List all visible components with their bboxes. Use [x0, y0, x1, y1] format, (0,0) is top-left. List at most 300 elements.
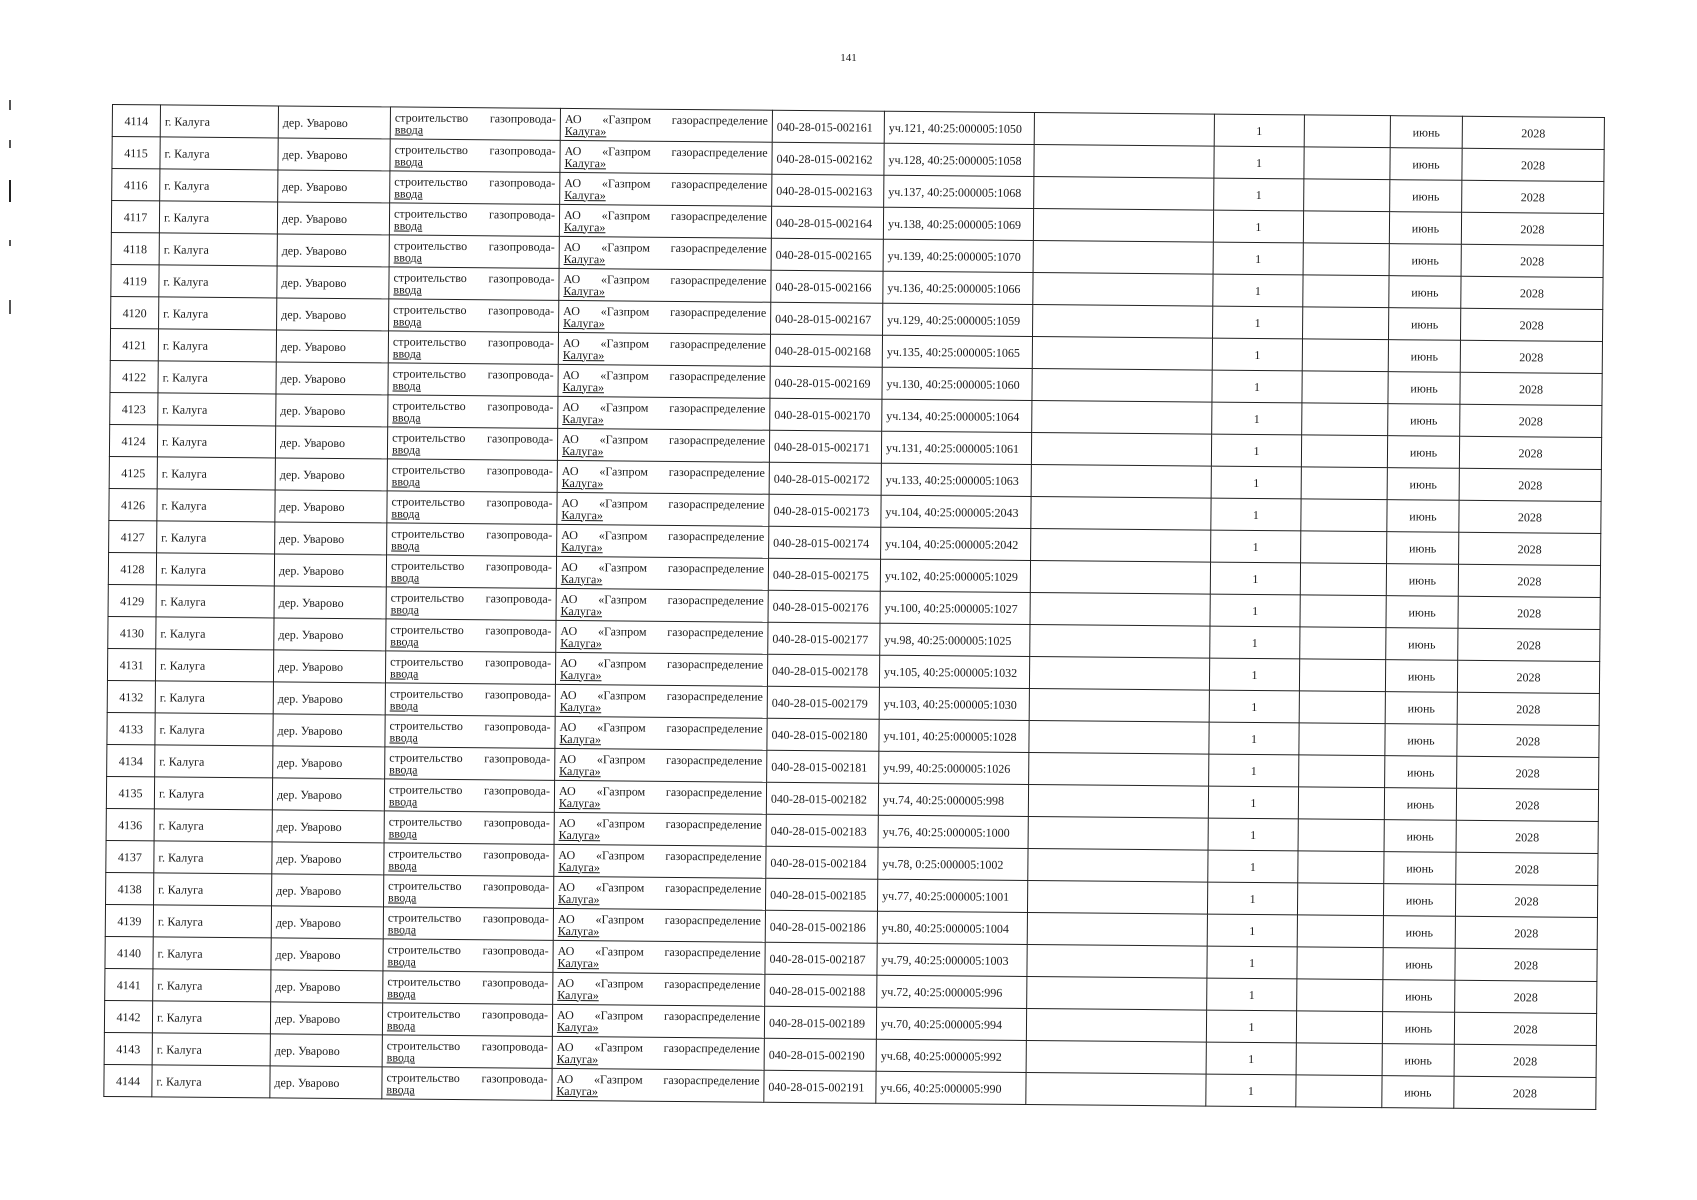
organization-word-3: газораспределение — [666, 720, 763, 736]
work-type-cell — [388, 331, 558, 364]
row-number: 4118 — [111, 232, 159, 264]
work-type-line-2: ввода — [389, 729, 418, 745]
empty-cell — [1027, 881, 1207, 915]
empty-cell — [1302, 339, 1388, 372]
organization-cell — [556, 556, 768, 590]
organization-cell — [557, 492, 769, 526]
work-type-cell — [382, 1003, 552, 1036]
month-cell: июнь — [1386, 596, 1458, 629]
work-type-word-1: строительство — [388, 877, 462, 893]
organization-word-3: газораспределение — [665, 848, 762, 864]
month-cell: июнь — [1389, 276, 1461, 309]
year-cell: 2028 — [1456, 788, 1598, 821]
work-type-word-2: газопровода- — [488, 302, 555, 318]
organization-word-3: газораспределение — [670, 304, 767, 320]
year-cell: 2028 — [1461, 244, 1603, 277]
work-type-word-2: газопровода- — [486, 494, 553, 510]
organization-word-2: «Газпром — [594, 975, 644, 991]
work-type-word-1: строительство — [393, 205, 468, 221]
organization-word-1: АО — [561, 463, 579, 478]
cadastral-plot-cell: уч.77, 40:25:000005:1001 — [877, 879, 1027, 912]
empty-cell — [1033, 209, 1213, 243]
organization-cell — [553, 972, 765, 1006]
city-cell: г. Калуга — [156, 553, 274, 586]
registry-code-cell: 040-28-015-002172 — [769, 462, 881, 495]
year-cell: 2028 — [1455, 884, 1597, 917]
empty-cell — [1303, 211, 1389, 244]
city-cell: г. Калуга — [158, 329, 276, 362]
month-cell: июнь — [1386, 628, 1458, 661]
empty-cell — [1298, 819, 1384, 852]
registry-code-cell: 040-28-015-002179 — [767, 686, 879, 719]
work-type-line-2: ввода — [392, 409, 421, 425]
organization-word-2: «Газпром — [598, 559, 648, 575]
organization-line-2: Калуга» — [556, 1051, 599, 1066]
year-cell: 2028 — [1456, 820, 1598, 853]
village-cell: дер. Уварово — [274, 554, 386, 587]
organization-line-2: Калуга» — [563, 219, 606, 234]
work-type-word-2: газопровода- — [485, 654, 552, 670]
month-cell: июнь — [1387, 500, 1459, 533]
work-type-line-2: ввода — [392, 377, 421, 393]
quantity-cell: 1 — [1207, 978, 1297, 1011]
work-type-word-1: строительство — [392, 429, 466, 445]
month-cell: июнь — [1388, 308, 1460, 341]
month-cell: июнь — [1389, 244, 1461, 277]
cadastral-plot-cell: уч.79, 40:25:000005:1003 — [877, 943, 1027, 976]
village-cell: дер. Уварово — [270, 1066, 382, 1099]
quantity-cell: 1 — [1209, 754, 1299, 787]
work-type-cell — [387, 523, 557, 556]
cadastral-plot-cell: уч.70, 40:25:000005:994 — [876, 1007, 1026, 1040]
empty-cell — [1029, 721, 1209, 755]
row-number: 4131 — [107, 648, 155, 680]
empty-cell — [1034, 113, 1214, 147]
work-type-line-2: ввода — [391, 441, 421, 457]
organization-word-3: газораспределение — [669, 400, 766, 416]
quantity-cell: 1 — [1207, 882, 1297, 915]
registry-code-cell: 040-28-015-002167 — [771, 302, 883, 335]
organization-word-1: АО — [558, 783, 576, 798]
work-type-cell — [382, 1035, 552, 1068]
empty-cell — [1299, 659, 1385, 692]
empty-cell — [1297, 883, 1383, 916]
month-cell: июнь — [1384, 788, 1456, 821]
registry-code-cell: 040-28-015-002171 — [769, 430, 881, 463]
village-cell: дер. Уварово — [273, 682, 385, 715]
city-cell: г. Калуга — [155, 745, 273, 778]
work-type-word-1: строительство — [394, 109, 469, 125]
work-type-cell — [389, 267, 559, 300]
organization-word-1: АО — [557, 911, 575, 926]
village-cell: дер. Уварово — [275, 522, 387, 555]
city-cell: г. Калуга — [158, 393, 276, 426]
organization-word-1: АО — [556, 1071, 574, 1086]
year-cell: 2028 — [1460, 404, 1602, 437]
year-cell: 2028 — [1459, 436, 1601, 469]
empty-cell — [1032, 337, 1212, 371]
work-type-line-2: ввода — [394, 121, 424, 137]
quantity-cell: 1 — [1212, 370, 1302, 403]
work-type-word-1: строительство — [392, 365, 467, 381]
work-type-word-1: строительство — [390, 621, 464, 637]
cadastral-plot-cell: уч.137, 40:25:000005:1068 — [884, 175, 1034, 208]
empty-cell — [1302, 371, 1388, 404]
city-cell: г. Калуга — [157, 425, 275, 458]
row-number: 4114 — [112, 105, 160, 137]
row-number: 4124 — [109, 424, 157, 456]
registry-code-cell: 040-28-015-002163 — [772, 174, 884, 207]
city-cell: г. Калуга — [154, 873, 272, 906]
organization-line-2: Калуга» — [560, 603, 603, 618]
work-type-cell — [386, 619, 556, 652]
organization-word-1: АО — [559, 751, 577, 766]
organization-word-1: АО — [559, 719, 577, 734]
month-cell: июнь — [1390, 116, 1462, 149]
organization-word-2: «Газпром — [601, 207, 651, 223]
work-type-word-2: газопровода- — [489, 174, 556, 190]
work-type-word-1: строительство — [390, 557, 465, 573]
registry-code-cell: 040-28-015-002162 — [772, 142, 884, 175]
year-cell: 2028 — [1458, 596, 1600, 629]
month-cell: июнь — [1389, 212, 1461, 245]
organization-word-1: АО — [558, 815, 576, 830]
empty-cell — [1029, 753, 1209, 787]
month-cell: июнь — [1384, 820, 1456, 853]
work-type-cell — [384, 779, 554, 812]
city-cell: г. Калуга — [159, 297, 277, 330]
registry-code-cell: 040-28-015-002176 — [768, 590, 880, 623]
organization-word-2: «Газпром — [597, 687, 647, 703]
year-cell: 2028 — [1462, 148, 1604, 181]
row-number: 4125 — [109, 456, 157, 488]
organization-line-2: Калуга» — [562, 379, 605, 394]
organization-word-3: газораспределение — [663, 1040, 760, 1056]
work-type-word-2: газопровода- — [483, 782, 551, 798]
quantity-cell: 1 — [1213, 274, 1303, 307]
empty-cell — [1031, 465, 1211, 499]
year-cell: 2028 — [1454, 1012, 1596, 1045]
work-type-word-2: газопровода- — [482, 974, 549, 990]
organization-word-2: «Газпром — [599, 431, 649, 447]
organization-word-2: «Газпром — [599, 495, 648, 511]
organization-cell — [559, 300, 771, 334]
cadastral-plot-cell: уч.76, 40:25:000005:1000 — [878, 815, 1028, 848]
work-type-cell — [383, 907, 553, 940]
organization-cell — [552, 1036, 764, 1070]
city-cell: г. Калуга — [159, 265, 277, 298]
city-cell: г. Калуга — [156, 617, 274, 650]
cadastral-plot-cell: уч.68, 40:25:000005:992 — [876, 1039, 1026, 1072]
organization-word-2: «Газпром — [597, 719, 646, 735]
work-type-word-1: строительство — [389, 717, 463, 733]
empty-cell — [1031, 497, 1211, 531]
organization-word-2: «Газпром — [601, 175, 651, 191]
work-type-line-2: ввода — [393, 217, 423, 233]
empty-cell — [1301, 435, 1387, 468]
row-number: 4116 — [112, 169, 160, 201]
work-type-word-2: газопровода- — [487, 430, 554, 446]
organization-line-2: Калуга» — [562, 347, 605, 362]
organization-cell — [560, 172, 772, 206]
village-cell: дер. Уварово — [274, 586, 386, 619]
quantity-cell: 1 — [1211, 434, 1301, 467]
organization-word-3: газораспределение — [664, 912, 761, 928]
organization-line-2: Калуга» — [559, 731, 602, 746]
city-cell: г. Калуга — [155, 713, 273, 746]
work-type-word-1: строительство — [392, 397, 466, 413]
month-cell: июнь — [1384, 852, 1456, 885]
organization-word-3: газораспределение — [668, 528, 765, 544]
empty-cell — [1033, 241, 1213, 275]
organization-cell — [558, 364, 770, 398]
work-type-cell — [389, 299, 559, 332]
work-type-line-2: ввода — [386, 1081, 415, 1097]
village-cell: дер. Уварово — [276, 362, 388, 395]
registry-code-cell: 040-28-015-002161 — [772, 110, 884, 143]
organization-word-2: «Газпром — [601, 271, 650, 287]
gas-pipeline-schedule-table — [103, 104, 1605, 1110]
work-type-line-2: ввода — [391, 505, 420, 521]
work-type-cell — [390, 171, 560, 204]
quantity-cell: 1 — [1212, 306, 1302, 339]
month-cell: июнь — [1385, 660, 1457, 693]
village-cell: дер. Уварово — [275, 458, 387, 491]
row-number: 4129 — [108, 584, 156, 616]
month-cell: июнь — [1388, 340, 1460, 373]
empty-cell — [1296, 1011, 1382, 1044]
work-type-word-2: газопровода- — [485, 622, 552, 638]
organization-word-3: газораспределение — [666, 752, 763, 768]
quantity-cell: 1 — [1206, 1042, 1296, 1075]
organization-word-2: «Газпром — [600, 303, 650, 319]
year-cell: 2028 — [1462, 116, 1604, 149]
village-cell: дер. Уварово — [271, 970, 383, 1003]
empty-cell — [1034, 177, 1214, 211]
cadastral-plot-cell: уч.104, 40:25:000005:2042 — [881, 527, 1031, 560]
village-cell: дер. Уварово — [278, 106, 390, 139]
organization-word-1: АО — [563, 271, 581, 286]
cadastral-plot-cell: уч.138, 40:25:000005:1069 — [883, 207, 1033, 240]
organization-word-1: АО — [559, 687, 577, 702]
empty-cell — [1034, 145, 1214, 179]
organization-word-2: «Газпром — [602, 111, 652, 127]
registry-code-cell: 040-28-015-002173 — [769, 494, 881, 527]
organization-cell — [554, 844, 766, 878]
empty-cell — [1026, 1041, 1206, 1075]
village-cell: дер. Уварово — [272, 874, 384, 907]
organization-cell — [552, 1068, 764, 1102]
village-cell: дер. Уварово — [274, 618, 386, 651]
quantity-cell: 1 — [1214, 178, 1304, 211]
organization-word-2: «Газпром — [594, 1071, 643, 1087]
organization-cell — [559, 236, 771, 270]
month-cell: июнь — [1383, 948, 1455, 981]
work-type-line-2: ввода — [388, 793, 418, 809]
work-type-word-2: газопровода- — [485, 590, 552, 606]
row-number: 4123 — [110, 392, 158, 424]
empty-cell — [1299, 691, 1385, 724]
organization-line-2: Калуга» — [558, 891, 600, 906]
work-type-word-2: газопровода- — [488, 206, 556, 222]
organization-word-3: газораспределение — [665, 816, 762, 832]
row-number: 4122 — [110, 360, 158, 392]
organization-word-3: газораспределение — [667, 560, 765, 576]
work-type-cell — [389, 203, 559, 236]
organization-line-2: Калуга» — [561, 443, 604, 458]
city-cell: г. Калуга — [157, 457, 275, 490]
quantity-cell: 1 — [1212, 338, 1302, 371]
year-cell: 2028 — [1459, 532, 1601, 565]
city-cell: г. Калуга — [152, 1033, 270, 1066]
work-type-cell — [390, 107, 560, 140]
organization-cell — [559, 204, 771, 238]
work-type-cell — [386, 555, 556, 588]
registry-code-cell: 040-28-015-002184 — [766, 846, 878, 879]
empty-cell — [1301, 499, 1387, 532]
organization-cell — [554, 780, 766, 814]
empty-cell — [1300, 563, 1386, 596]
cadastral-plot-cell: уч.131, 40:25:000005:1061 — [881, 431, 1031, 464]
organization-line-2: Калуга» — [560, 635, 602, 650]
row-number: 4136 — [106, 808, 154, 840]
work-type-word-2: газопровода- — [483, 814, 550, 830]
year-cell: 2028 — [1457, 724, 1599, 757]
row-number: 4141 — [105, 968, 153, 1000]
organization-word-1: АО — [558, 847, 576, 862]
registry-code-cell: 040-28-015-002183 — [766, 814, 878, 847]
empty-cell — [1304, 179, 1390, 212]
work-type-word-2: газопровода- — [487, 334, 554, 350]
work-type-word-1: строительство — [389, 685, 464, 701]
empty-cell — [1304, 115, 1390, 148]
organization-word-2: «Газпром — [596, 815, 645, 831]
work-type-word-2: газопровода- — [481, 1070, 548, 1086]
village-cell: дер. Уварово — [275, 490, 387, 523]
work-type-line-2: ввода — [386, 1049, 416, 1065]
month-cell: июнь — [1388, 372, 1460, 405]
empty-cell — [1300, 627, 1386, 660]
row-number: 4117 — [111, 201, 159, 233]
organization-word-1: АО — [563, 303, 581, 318]
page-number: 141 — [840, 52, 857, 64]
village-cell: дер. Уварово — [272, 842, 384, 875]
work-type-word-1: строительство — [386, 1069, 460, 1085]
city-cell: г. Калуга — [155, 681, 273, 714]
work-type-word-2: газопровода- — [487, 366, 554, 382]
organization-word-3: газораспределение — [670, 240, 767, 256]
work-type-line-2: ввода — [394, 185, 423, 201]
work-type-line-2: ввода — [388, 825, 418, 841]
month-cell: июнь — [1387, 532, 1459, 565]
work-type-word-2: газопровода- — [481, 1038, 548, 1054]
work-type-line-2: ввода — [386, 1017, 416, 1033]
quantity-cell: 1 — [1208, 818, 1298, 851]
city-cell: г. Калуга — [153, 969, 271, 1002]
village-cell: дер. Уварово — [273, 714, 385, 747]
row-number: 4143 — [104, 1032, 152, 1064]
organization-cell — [558, 332, 770, 366]
work-type-line-2: ввода — [387, 921, 417, 937]
quantity-cell: 1 — [1206, 1074, 1296, 1107]
organization-word-1: АО — [562, 431, 579, 446]
organization-cell — [559, 268, 771, 302]
work-type-cell — [382, 1067, 552, 1100]
work-type-word-1: строительство — [393, 237, 468, 253]
village-cell: дер. Уварово — [277, 298, 389, 331]
organization-word-2: «Газпром — [594, 1007, 644, 1023]
work-type-cell — [390, 139, 560, 172]
village-cell: дер. Уварово — [270, 1002, 382, 1035]
quantity-cell: 1 — [1207, 914, 1297, 947]
organization-word-1: АО — [564, 143, 582, 158]
empty-cell — [1026, 1073, 1206, 1107]
empty-cell — [1027, 913, 1207, 947]
row-number: 4119 — [111, 264, 159, 296]
empty-cell — [1030, 593, 1210, 627]
city-cell: г. Калуга — [159, 201, 277, 234]
quantity-cell: 1 — [1214, 146, 1304, 179]
city-cell: г. Калуга — [160, 105, 278, 138]
city-cell: г. Калуга — [153, 937, 271, 970]
organization-word-3: газораспределение — [671, 144, 768, 160]
work-type-line-2: ввода — [389, 665, 419, 681]
table-body — [104, 105, 1605, 1110]
work-type-cell — [385, 715, 555, 748]
organization-word-1: АО — [564, 111, 582, 126]
work-type-line-2: ввода — [393, 313, 422, 329]
empty-cell — [1299, 755, 1385, 788]
work-type-word-2: газопровода- — [482, 910, 549, 926]
work-type-line-2: ввода — [390, 633, 419, 649]
quantity-cell: 1 — [1212, 402, 1302, 435]
organization-line-2: Калуга» — [562, 411, 604, 426]
row-number: 4134 — [107, 744, 155, 776]
row-number: 4121 — [110, 328, 158, 360]
city-cell: г. Калуга — [160, 137, 278, 170]
month-cell: июнь — [1386, 564, 1458, 597]
year-cell: 2028 — [1462, 180, 1604, 213]
organization-line-2: Калуга» — [561, 475, 604, 490]
work-type-cell — [384, 875, 554, 908]
work-type-cell — [387, 427, 557, 460]
empty-cell — [1301, 467, 1387, 500]
work-type-line-2: ввода — [388, 889, 417, 905]
organization-word-2: «Газпром — [602, 143, 651, 159]
month-cell: июнь — [1390, 180, 1462, 213]
organization-word-3: газораспределение — [663, 1072, 760, 1088]
empty-cell — [1297, 915, 1383, 948]
empty-cell — [1303, 243, 1389, 276]
city-cell: г. Калуга — [153, 905, 271, 938]
month-cell: июнь — [1383, 980, 1455, 1013]
work-type-word-2: газопровода- — [481, 1006, 549, 1022]
cadastral-plot-cell: уч.139, 40:25:000005:1070 — [883, 239, 1033, 272]
organization-line-2: Калуга» — [556, 1083, 598, 1098]
work-type-word-1: строительство — [394, 173, 468, 189]
empty-cell — [1300, 595, 1386, 628]
organization-line-2: Калуга» — [563, 251, 606, 266]
organization-word-2: «Газпром — [600, 367, 649, 383]
year-cell: 2028 — [1458, 628, 1600, 661]
quantity-cell: 1 — [1206, 1010, 1296, 1043]
year-cell: 2028 — [1461, 212, 1603, 245]
organization-word-2: «Газпром — [594, 1039, 643, 1055]
work-type-word-2: газопровода- — [486, 462, 553, 478]
scan-edge-marks — [4, 80, 18, 340]
month-cell: июнь — [1385, 756, 1457, 789]
organization-line-2: Калуга» — [564, 123, 607, 138]
